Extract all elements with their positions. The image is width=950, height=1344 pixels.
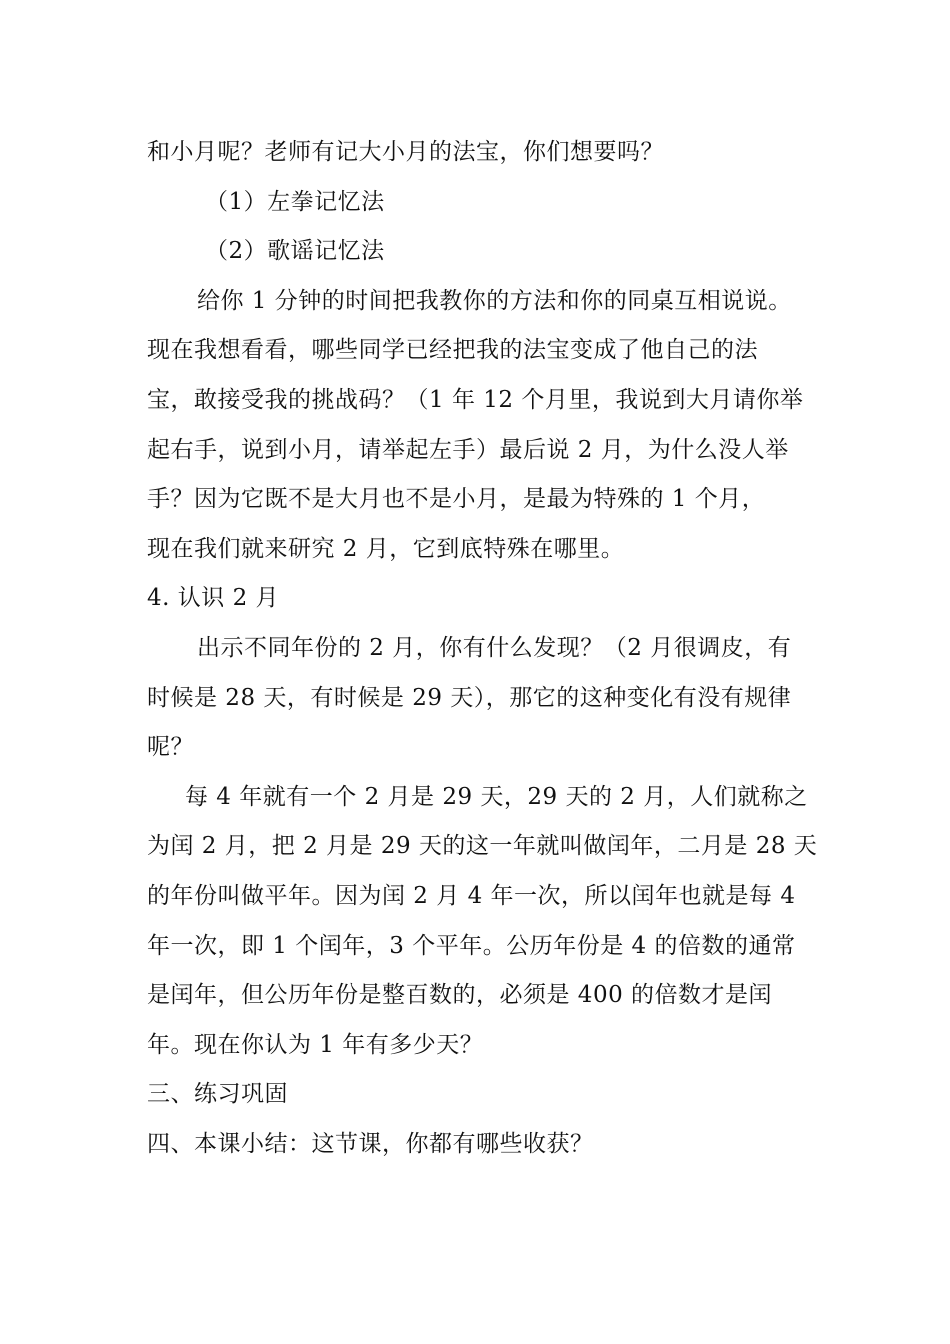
list-item-rhyme-method: （2）歌谣记忆法 bbox=[205, 238, 385, 265]
section-heading-summary: 四、本课小结：这节课，你都有哪些收获？ bbox=[147, 1130, 594, 1157]
paragraph-line: 时候是 28 天，有时候是 29 天），那它的这种变化有没有规律 bbox=[147, 684, 792, 711]
list-item-left-fist-method: （1）左拳记忆法 bbox=[205, 188, 385, 215]
paragraph-line: 宝，敢接受我的挑战码？（1 年 12 个月里，我说到大月请你举 bbox=[147, 386, 804, 413]
paragraph-line: 每 4 年就有一个 2 月是 29 天，29 天的 2 月，人们就称之 bbox=[185, 783, 808, 810]
paragraph-line: 起右手，说到小月，请举起左手）最后说 2 月，为什么没人举 bbox=[147, 436, 789, 463]
paragraph-line: 出示不同年份的 2 月，你有什么发现？（2 月很调皮，有 bbox=[197, 634, 792, 661]
section-heading-practice: 三、练习巩固 bbox=[147, 1081, 288, 1108]
paragraph-line: 和小月呢？老师有记大小月的法宝，你们想要吗？ bbox=[147, 139, 664, 165]
paragraph-line: 年。现在你认为 1 年有多少天？ bbox=[147, 1031, 484, 1058]
paragraph-line: 呢？ bbox=[147, 734, 194, 761]
paragraph-line: 手？因为它既不是大月也不是小月，是最为特殊的 1 个月， bbox=[147, 486, 766, 513]
paragraph-line: 为闰 2 月，把 2 月是 29 天的这一年就叫做闰年，二月是 28 天 bbox=[147, 833, 818, 860]
paragraph-line: 现在我想看看，哪些同学已经把我的法宝变成了他自己的法 bbox=[147, 337, 758, 364]
paragraph-line: 是闰年，但公历年份是整百数的，必须是 400 的倍数才是闰 bbox=[147, 982, 773, 1009]
paragraph-line: 的年份叫做平年。因为闰 2 月 4 年一次，所以闰年也就是每 4 bbox=[147, 882, 796, 909]
paragraph-line: 现在我们就来研究 2 月，它到底特殊在哪里。 bbox=[147, 535, 625, 562]
paragraph-line: 给你 1 分钟的时间把我教你的方法和你的同桌互相说说。 bbox=[197, 287, 792, 314]
document-body bbox=[147, 128, 818, 1169]
paragraph-line: 年一次，即 1 个闰年，3 个平年。公历年份是 4 的倍数的通常 bbox=[147, 932, 796, 959]
section-heading-february: 4. 认识 2 月 bbox=[147, 585, 280, 612]
